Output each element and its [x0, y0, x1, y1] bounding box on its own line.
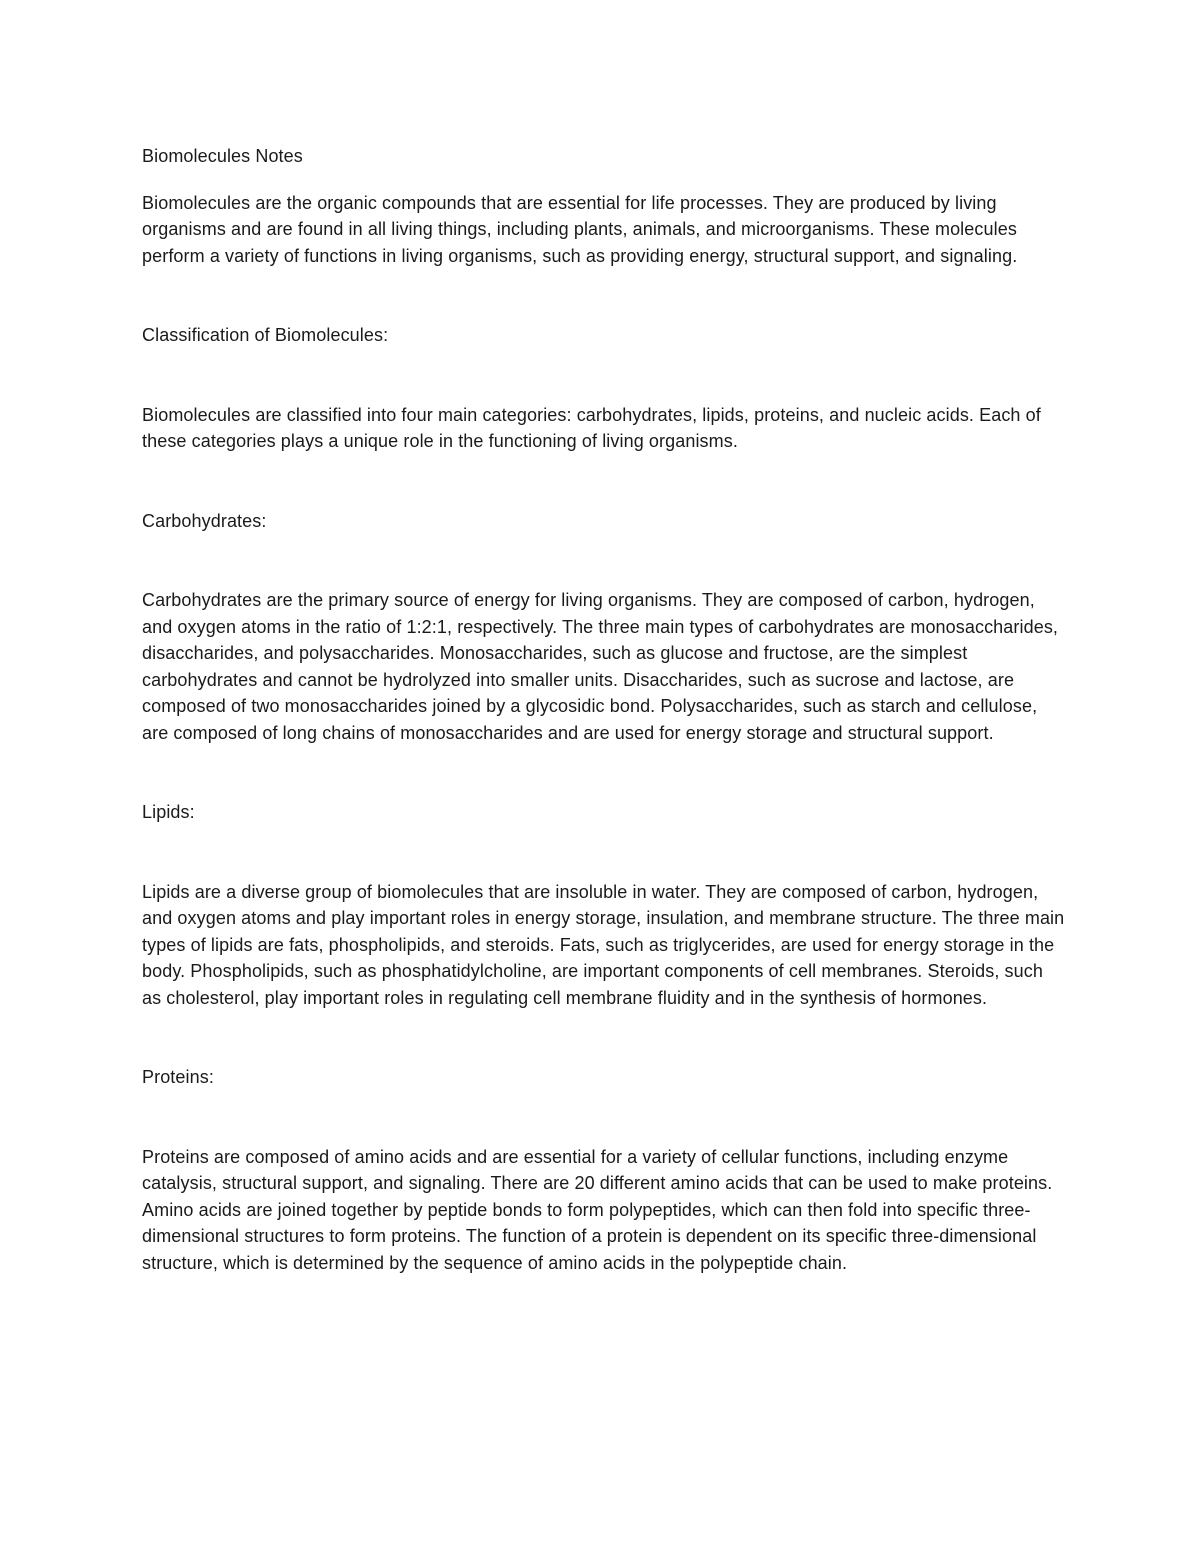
spacer	[142, 269, 1067, 322]
spacer	[142, 534, 1067, 587]
section-heading-lipids: Lipids:	[142, 802, 195, 822]
spacer	[142, 746, 1067, 799]
section-body-lipids: Lipids are a diverse group of biomolecules that are insoluble in water. They are composed of carbon, hydrogen, and oxygen atoms and play important roles in energy storage, insulation, and membrane structure. The three main types of lipids are fats, phospholipids, and steroids. Fats, such as triglycerides, are used for energy storage in the body. Phospholipids, such as phosphatidylcholine, are important components of cell membranes. Steroids, such as cholesterol, play important roles in regulating cell membrane fluidity and in the synthesis of hormones.	[142, 881, 1065, 1008]
section-heading-classification: Classification of Biomolecules:	[142, 325, 389, 345]
spacer	[142, 1011, 1067, 1064]
section-body-carbohydrates: Carbohydrates are the primary source of energy for living organisms. They are composed of carbon, hydrogen, and oxygen atoms in the ratio of 1:2:1, respectively. The three main types of carbohydrates are monosaccharides, disaccharides, and polysaccharides. Monosaccharides, such as glucose and fructose, are the simplest carbohydrates and cannot be hydrolyzed into smaller units. Disaccharides, such as sucrose and lactose, are composed of two monosaccharides joined by a glycosidic bond. Polysaccharides, such as starch and cellulose, are composed of long chains of monosaccharides and are used for energy storage and structural support.	[142, 590, 1059, 743]
section-body-proteins: Proteins are composed of amino acids and are essential for a variety of cellular functions, including enzyme catalysis, structural support, and signaling. There are 20 different amino acids that can be used to make proteins. Amino acids are joined together by peptide bonds to form polypeptides, which can then fold into specific three-dimensional structures to form proteins. The function of a protein is dependent on its specific three-dimensional structure, which is determined by the sequence of amino acids in the polypeptide chain.	[142, 1146, 1053, 1273]
section-body-classification: Biomolecules are classified into four main categories: carbohydrates, lipids, proteins, and nucleic acids. Each of these categories plays a unique role in the functioning of living organisms.	[142, 404, 1041, 451]
section-heading-proteins: Proteins:	[142, 1067, 214, 1087]
intro-paragraph: Biomolecules are the organic compounds that are essential for life processes. They are produced by living organisms and are found in all living things, including plants, animals, and microorganisms. These molecules perform a variety of functions in living organisms, such as providing energy, structural support, and signaling.	[142, 192, 1018, 266]
section-heading-carbohydrates: Carbohydrates:	[142, 510, 267, 531]
spacer	[142, 455, 1067, 508]
spacer	[142, 826, 1067, 879]
spacer	[142, 1091, 1067, 1144]
document-title: Biomolecules Notes	[142, 146, 303, 166]
document-content	[142, 143, 1067, 1276]
spacer	[142, 349, 1067, 402]
